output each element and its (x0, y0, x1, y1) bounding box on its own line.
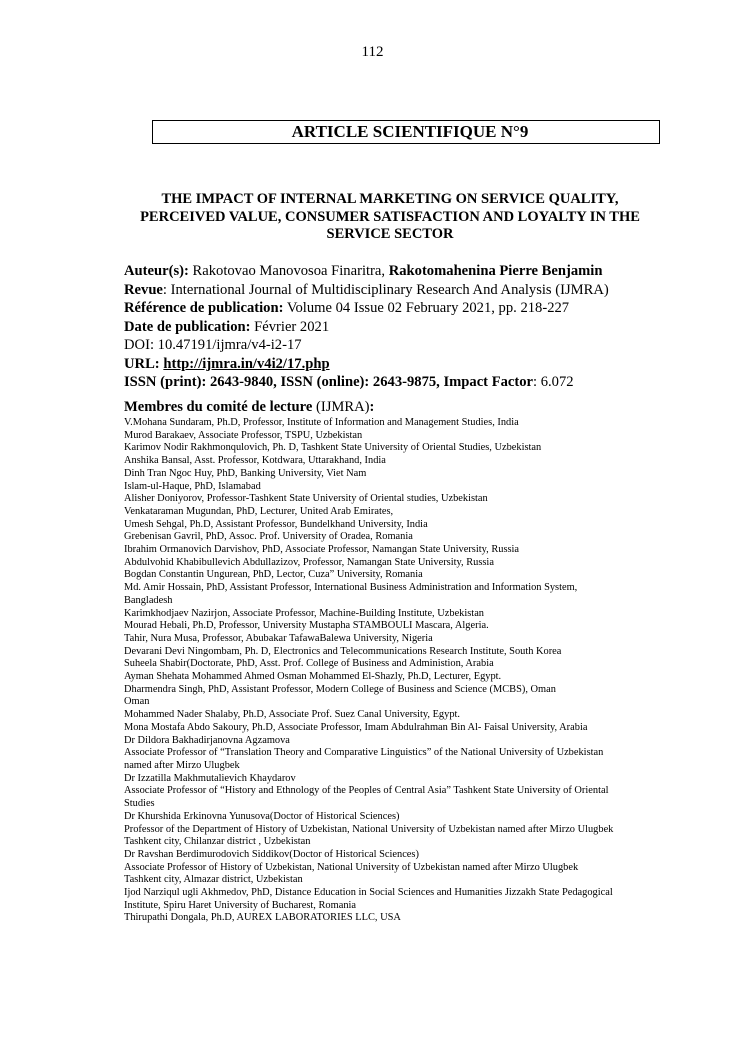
issn-text: ISSN (print): 2643-9840, ISSN (online): 2643-9875, Impact Factor (124, 374, 534, 390)
committee-member-line: Associate Professor of History of Uzbekistan, National University of Uzbekistan named after Mirzo Ulugbek (124, 861, 579, 873)
committee-member-line: Institute, Spiru Haret University of Bucharest, Romania (124, 899, 357, 911)
committee-member-line: Associate Professor of “Translation Theory and Comparative Linguistics” of the National University of Uzbekistan (124, 747, 604, 759)
committee-member-line: Venkataraman Mugundan, PhD, Lecturer, United Arab Emirates, (124, 505, 394, 517)
committee-member-line: Umesh Sehgal, Ph.D, Assistant Professor, Bundelkhand University, India (124, 518, 428, 530)
committee-member-line: Dharmendra Singh, PhD, Assistant Professor, Modern College of Business and Science (MCBS), Oman (124, 683, 556, 695)
committee-member-line: Associate Professor of “History and Ethnology of the Peoples of Central Asia” Tashkent State University of Oriental (124, 785, 609, 797)
committee-member-line: Tashkent city, Almazar district, Uzbekistan (124, 874, 303, 886)
date-line (124, 318, 684, 337)
article-url-link[interactable]: http://ijmra.in/v4i2/17.php (163, 355, 330, 372)
impact-factor-value: : 6.072 (533, 374, 574, 390)
authors-line (124, 262, 684, 281)
committee-member-line: Ijod Narziqul ugli Akhmedov, PhD, Distance Education in Social Sciences and Humanities Jizzakh State Pedagogical (124, 887, 613, 899)
committee-member-line: Dinh Tran Ngoc Huy, PhD, Banking University, Viet Nam (124, 467, 367, 479)
journal-line (124, 281, 684, 300)
reference-line (124, 299, 684, 318)
committee-member-line: Anshika Bansal, Asst. Professor, Kotdwara, Uttarakhand, India (124, 455, 386, 467)
title-line: THE IMPACT OF INTERNAL MARKETING ON SERVICE QUALITY, (161, 191, 619, 207)
doi-line: DOI: 10.47191/ijmra/v4-i2-17 (124, 337, 302, 353)
committee-member-line: Ibrahim Ormanovich Darvishov, PhD, Associate Professor, Namangan State University, Russia (124, 544, 520, 556)
committee-member-line: Devarani Devi Ningombam, Ph. D, Electronics and Telecommunications Research Institute, South Korea (124, 645, 562, 657)
article-title (120, 191, 660, 244)
committee-member-line: Grebenisan Gavril, PhD, Assoc. Prof. University of Oradea, Romania (124, 531, 413, 543)
committee-member-line: named after Mirzo Ulugbek (124, 759, 240, 771)
committee-member-line: Tashkent city, Chilanzar district , Uzbekistan (124, 836, 311, 848)
committee-member-line: Murod Barakaev, Associate Professor, TSPU, Uzbekistan (124, 429, 363, 441)
committee-member-line: Studies (124, 798, 155, 810)
committee-heading-org: (IJMRA) (315, 399, 370, 415)
journal-label: Revue (124, 281, 163, 298)
committee-members-list (124, 417, 664, 925)
url-label: URL: (124, 355, 160, 372)
committee-member-line: Mohammed Nader Shalaby, Ph.D, Associate Prof. Suez Canal University, Egypt. (124, 709, 460, 721)
authors-label: Auteur(s): (124, 263, 189, 279)
issn-line (124, 373, 684, 392)
committee-heading-colon: : (369, 399, 375, 415)
committee-member-line: Thirupathi Dongala, Ph.D, AUREX LABORATORIES LLC, USA (124, 912, 401, 924)
committee-member-line: Mourad Hebali, Ph.D, Professor, University Mustapha STAMBOULI Mascara, Algeria. (124, 620, 489, 632)
journal-value: : International Journal of Multidisciplinary Research And Analysis (IJMRA) (162, 281, 609, 298)
committee-member-line: Professor of the Department of History of Uzbekistan, National University of Uzbekistan named after Mirzo Ulugbek (124, 823, 614, 835)
committee-member-line: Bogdan Constantin Ungurean, PhD, Lector, Cuza” University, Romania (124, 569, 423, 581)
reference-label: Référence de publication: (124, 300, 284, 316)
committee-member-line: Mona Mostafa Abdo Sakoury, Ph.D, Associate Professor, Imam Abdulrahman Bin Al- Faisal University, Arabia (124, 721, 588, 733)
committee-member-line: Abdulvohid Khabibullevich Abdullazizov, Professor, Namangan State University, Russia (124, 556, 494, 568)
article-heading-box (152, 120, 660, 144)
committee-member-line: Dr Dildora Bakhadirjanovna Agzamova (124, 734, 290, 746)
date-label: Date de publication: (124, 318, 251, 335)
committee-member-line: Dr Ravshan Berdimurodovich Siddikov(Doctor of Historical Sciences) (124, 848, 419, 860)
author-second: Rakotomahenina Pierre Benjamin (388, 263, 603, 279)
committee-member-line: Md. Amir Hossain, PhD, Assistant Professor, International Business Administration and Information System, (124, 582, 578, 594)
committee-member-line: V.Mohana Sundaram, Ph.D, Professor, Institute of Information and Management Studies, India (124, 417, 519, 428)
committee-member-line: Alisher Doniyorov, Professor-Tashkent State University of Oriental studies, Uzbekistan (124, 493, 488, 505)
publication-meta (124, 262, 684, 392)
committee-member-line: Karimkhodjaev Nazirjon, Associate Professor, Machine-Building Institute, Uzbekistan (124, 607, 484, 619)
committee-member-line: Dr Izzatilla Makhmutalievich Khaydarov (124, 772, 296, 784)
author-first: Rakotovao Manovosoa Finaritra, (192, 263, 386, 279)
committee-member-line: Suheela Shabir(Doctorate, PhD, Asst. Prof. College of Business and Administion, Arabia (124, 658, 494, 670)
committee-member-line: Islam-ul-Haque, PhD, Islamabad (124, 480, 261, 492)
committee-heading-label: Membres du comité de lecture (124, 399, 313, 415)
article-heading: ARTICLE SCIENTIFIQUE N°9 (291, 122, 529, 141)
committee-member-line: Dr Khurshida Erkinovna Yunusova(Doctor of Historical Sciences) (124, 810, 400, 822)
committee-member-line: Oman (124, 696, 150, 708)
page-number: 112 (361, 44, 384, 60)
committee-member-line: Ayman Shehata Mohammed Ahmed Osman Mohammed El-Shazly, Ph.D, Lecturer, Egypt. (124, 671, 502, 683)
committee-member-line: Tahir, Nura Musa, Professor, Abubakar TafawaBalewa University, Nigeria (124, 632, 433, 644)
reference-value: Volume 04 Issue 02 February 2021, pp. 218-227 (286, 300, 570, 316)
date-value: Février 2021 (254, 318, 330, 335)
committee-member-line: Karimov Nodir Rakhmonqulovich, Ph. D, Tashkent State University of Oriental Studies, Uzbekistan (124, 442, 542, 454)
committee-member-line: Bangladesh (124, 594, 173, 606)
title-line: SERVICE SECTOR (326, 226, 454, 242)
title-line: PERCEIVED VALUE, CONSUMER SATISFACTION AND LOYALTY IN THE (140, 208, 640, 225)
url-line (124, 355, 684, 374)
committee-heading (124, 399, 374, 416)
